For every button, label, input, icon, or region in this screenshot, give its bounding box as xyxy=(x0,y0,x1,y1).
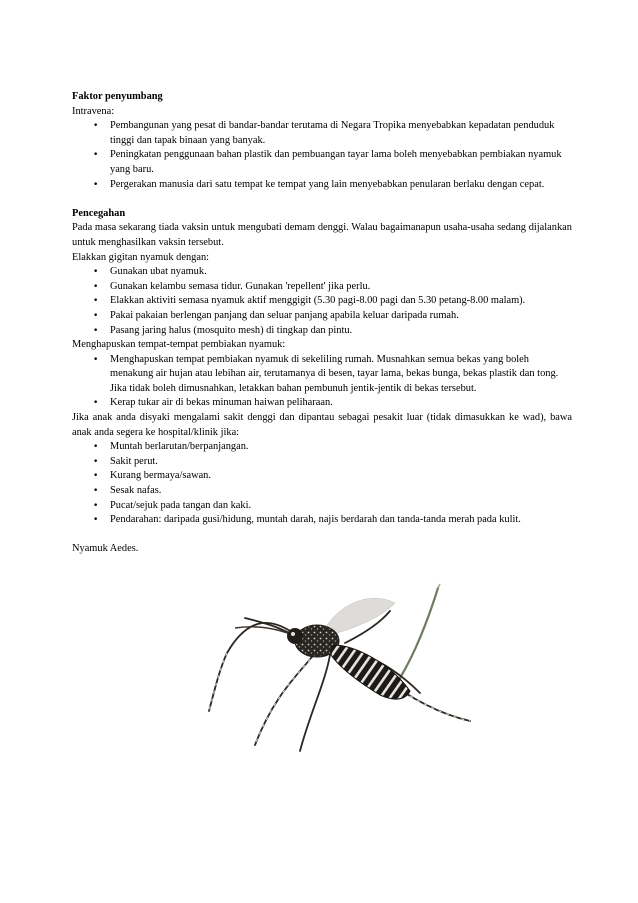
tempat-list xyxy=(72,353,572,411)
anak-intro: Jika anak anda disyaki mengalami sakit denggi dan dipantau sebagai pesakit luar (tidak dimasukkan ke wad), bawa anak anda segera ke hospital/klinik jika: xyxy=(72,412,572,438)
list-item: • Pergerakan manusia dari satu tempat ke tempat yang lain menyebabkan penularan berlaku dengan cepat. xyxy=(72,178,572,193)
list-item: • Gunakan kelambu semasa tidur. Gunakan 'repellent' jika perlu. xyxy=(72,280,572,295)
list-item: • Sesak nafas. xyxy=(72,484,572,499)
list-item: • Peningkatan penggunaan bahan plastik dan pembuangan tayar lama boleh menyebabkan pembiakan nyamuk yang baru. xyxy=(72,148,572,177)
list-item: • Muntah berlarutan/berpanjangan. xyxy=(72,440,572,455)
pencegahan-intro: Pada masa sekarang tiada vaksin untuk mengubati demam denggi. Walau bagaimanapun usaha-usaha sedang dijalankan untuk menghasilkan vaksin tersebut. xyxy=(72,222,572,248)
list-item: • Sakit perut. xyxy=(72,455,572,470)
faktor-heading: Faktor penyumbang xyxy=(72,91,163,102)
list-item: • Pucat/sejuk pada tangan dan kaki. xyxy=(72,499,572,514)
gigitan-intro: Elakkan gigitan nyamuk dengan: xyxy=(72,251,210,263)
anak-list xyxy=(72,440,572,528)
pencegahan-heading: Pencegahan xyxy=(72,207,126,219)
tempat-intro: Menghapuskan tempat-tempat pembiakan nyamuk: xyxy=(72,339,286,351)
faktor-subheading: Intravena: xyxy=(72,105,115,117)
document-body xyxy=(72,90,572,557)
list-item: • Menghapuskan tempat pembiakan nyamuk di sekeliling rumah. Musnahkan semua bekas yang boleh menakung air hujan atau lebihan air, terutamanya di besen, tayar lama, bekas bunga, bekas plastik dan tong. Jika tidak boleh dimusnahkan, letakkan bahan pembunuh jentik-jentik di bekas tersebut. xyxy=(72,353,572,397)
list-item: • Pasang jaring halus (mosquito mesh) di tingkap dan pintu. xyxy=(72,324,572,339)
gigitan-list xyxy=(72,265,572,338)
spacer xyxy=(72,192,572,207)
image-caption: Nyamuk Aedes. xyxy=(72,543,139,555)
list-item: • Pakai pakaian berlengan panjang dan seluar panjang apabila keluar daripada rumah. xyxy=(72,309,572,324)
mosquito-illustration-icon xyxy=(205,583,480,753)
list-item: • Pembangunan yang pesat di bandar-bandar terutama di Negara Tropika menyebabkan kepadatan penduduk tinggi dan tapak binaan yang banyak. xyxy=(72,119,572,148)
list-item: • Kerap tukar air di bekas minuman haiwan peliharaan. xyxy=(72,396,572,411)
spacer xyxy=(72,528,572,543)
list-item: • Gunakan ubat nyamuk. xyxy=(72,265,572,280)
list-item: • Elakkan aktiviti semasa nyamuk aktif menggigit (5.30 pagi-8.00 pagi dan 5.30 petang-8.00 malam). xyxy=(72,294,572,309)
list-item: • Pendarahan: daripada gusi/hidung, muntah darah, najis berdarah dan tanda-tanda merah pada kulit. xyxy=(72,513,572,528)
list-item: • Kurang bermaya/sawan. xyxy=(72,469,572,484)
faktor-list xyxy=(72,119,572,192)
